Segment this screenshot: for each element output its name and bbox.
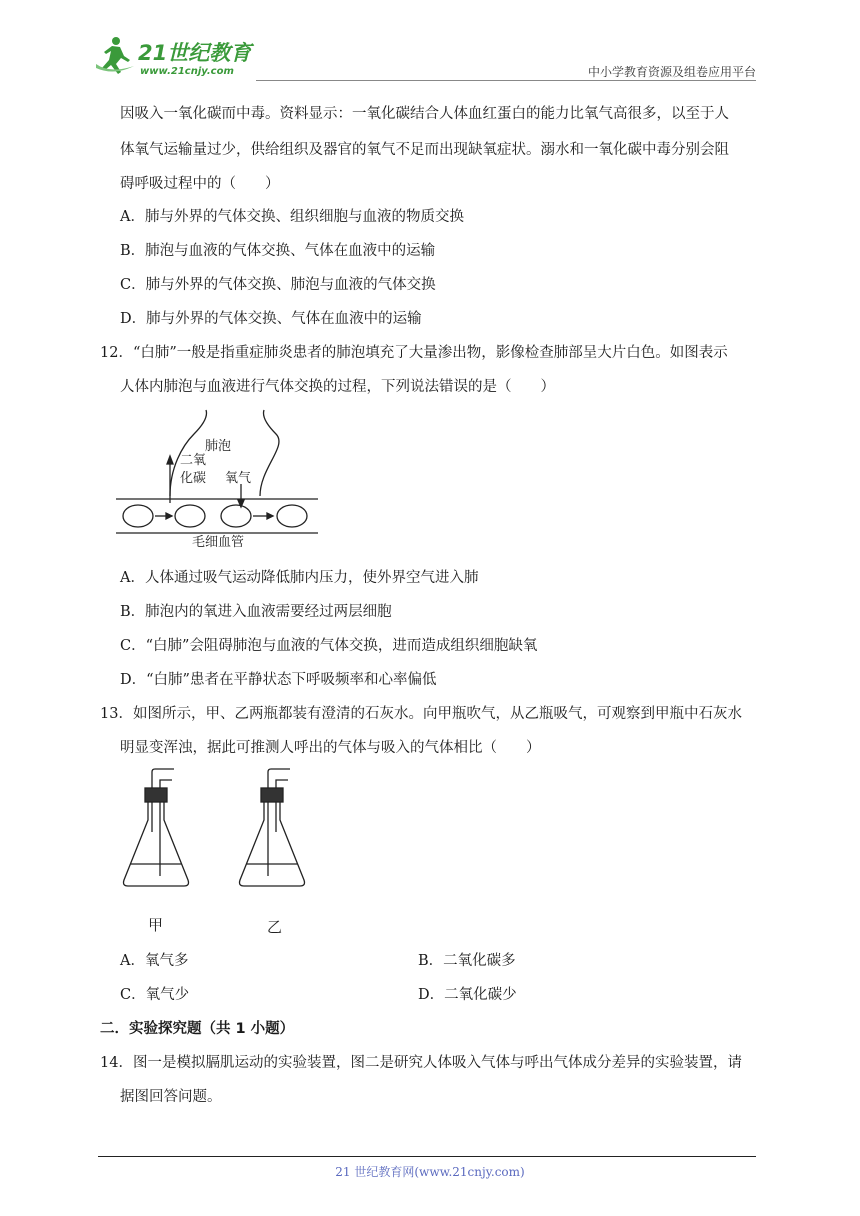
label-co2-line1: 二氧 bbox=[180, 453, 207, 468]
q13-option-d: D．二氧化碳少 bbox=[418, 987, 517, 1003]
bottle-yi bbox=[240, 769, 305, 886]
alveolus-capillary-diagram bbox=[112, 408, 322, 550]
q14-text-line2: 据图回答问题。 bbox=[120, 1089, 222, 1105]
q11-option-d: D．肺与外界的气体交换、气体在血液中的运输 bbox=[120, 311, 422, 327]
label-oxygen: 氧气 bbox=[225, 471, 252, 486]
q12-text-line2: 人体内肺泡与血液进行气体交换的过程，下列说法错误的是（ ） bbox=[120, 379, 555, 395]
red-blood-cell bbox=[221, 505, 251, 527]
q12-text-line1: 12．“白肺”一般是指重症肺炎患者的肺泡填充了大量渗出物，影像检查肺部呈大片白色。如图表示 bbox=[100, 345, 728, 361]
arrow-right-icon bbox=[267, 513, 273, 519]
label-yi: 乙 bbox=[267, 918, 283, 936]
footer-text: 21 世纪教育网(www.21cnjy.com) bbox=[335, 1165, 525, 1179]
label-co2-line2: 化碳 bbox=[180, 471, 207, 486]
site-logo bbox=[94, 34, 264, 78]
logo-title: 21世纪教育 bbox=[138, 41, 252, 65]
bottle-jia bbox=[124, 769, 189, 886]
q11-text-line3: 碍呼吸过程中的（ ） bbox=[120, 176, 280, 192]
footer-divider bbox=[98, 1156, 756, 1157]
red-blood-cell bbox=[277, 505, 307, 527]
arrow-right-icon bbox=[166, 513, 172, 519]
q12-option-c: C．“白肺”会阻碍肺泡与血液的气体交换，进而造成组织细胞缺氧 bbox=[120, 638, 538, 654]
q12-option-d: D．“白肺”患者在平静状态下呼吸频率和心率偏低 bbox=[120, 672, 437, 688]
q13-option-a: A．氧气多 bbox=[120, 953, 189, 969]
q12-option-b: B．肺泡内的氧进入血液需要经过两层细胞 bbox=[120, 604, 392, 620]
red-blood-cell bbox=[175, 505, 205, 527]
q13-text-line1: 13．如图所示，甲、乙两瓶都装有澄清的石灰水。向甲瓶吹气，从乙瓶吸气，可观察到甲瓶中石灰水 bbox=[100, 706, 742, 722]
q13-text-line2: 明显变浑浊，据此可推测人呼出的气体与吸入的气体相比（ ） bbox=[120, 740, 541, 756]
logo-url: www.21cnjy.com bbox=[140, 66, 234, 77]
q11-option-a: A．肺与外界的气体交换、组织细胞与血液的物质交换 bbox=[120, 209, 464, 225]
label-jia: 甲 bbox=[148, 916, 164, 934]
red-blood-cell bbox=[123, 505, 153, 527]
section-title-experiment: 二．实验探究题（共 1 小题） bbox=[100, 1021, 295, 1037]
label-alveolus: 肺泡 bbox=[205, 439, 232, 454]
q11-text-line2: 体氧气运输量过少，供给组织及器官的氧气不足而出现缺氧症状。溺水和一氧化碳中毒分别会阻 bbox=[120, 142, 729, 158]
limewater-bottles-diagram bbox=[118, 768, 318, 940]
q13-option-c: C．氧气少 bbox=[120, 987, 190, 1003]
q12-option-a: A．人体通过吸气运动降低肺内压力，使外界空气进入肺 bbox=[120, 570, 479, 586]
page-header bbox=[94, 30, 756, 80]
q13-option-b: B．二氧化碳多 bbox=[418, 953, 516, 969]
q11-option-b: B．肺泡与血液的气体交换、气体在血液中的运输 bbox=[120, 243, 436, 259]
runner-icon bbox=[96, 37, 134, 74]
label-capillary: 毛细血管 bbox=[192, 535, 245, 550]
arrow-up-icon bbox=[167, 456, 173, 464]
q11-option-c: C．肺与外界的气体交换、肺泡与血液的气体交换 bbox=[120, 277, 436, 293]
header-divider bbox=[256, 80, 756, 81]
q14-text-line1: 14．图一是模拟膈肌运动的实验装置，图二是研究人体吸入气体与呼出气体成分差异的实验装置，请 bbox=[100, 1055, 742, 1071]
q11-text-line1: 因吸入一氧化碳而中毒。资料显示：一氧化碳结合人体血红蛋白的能力比氧气高很多，以至于人 bbox=[120, 106, 729, 122]
header-platform-text: 中小学教育资源及组卷应用平台 bbox=[587, 65, 756, 79]
